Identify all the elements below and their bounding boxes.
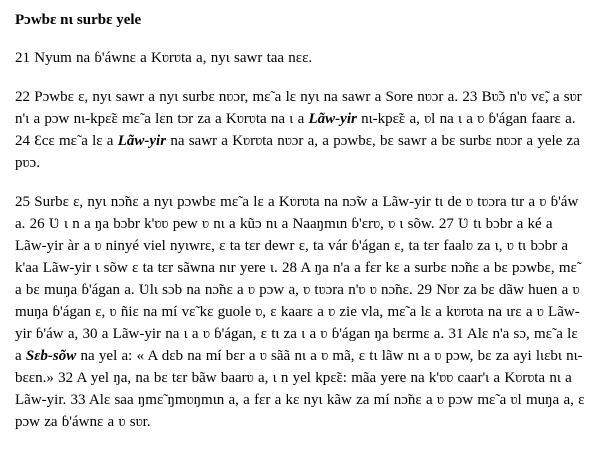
section-title: Pɔwbɛ nɩ surbɛ yele: [15, 12, 142, 28]
paragraph-verses-22-24: [15, 86, 587, 174]
emphasized-term: Sɛb-sõw: [25, 348, 77, 364]
paragraph-text: 22 Pɔwbɛ ɛ, nyɩ sawr a nyɩ surbɛ nʋɔr, mɛ̃ a lɛ nyɩ na sawr a Sore nʋɔr a. 23 Bʋ̃ɔ n'ʋ vɛ̃, a sʋr n'ɩ a pɔw nɩ-kpɛ̃ɛ mɛ̃ a lɛn tɔr za a Kʋrʋta na ɩ a: [15, 89, 582, 127]
paragraph-text: nɩ-kpɛ̃ɛ a, ʋl na ɩ a ʋ ɓ'ágan faarɛ a. 24 Ɛcɛ mɛ̃ a lɛ a: [15, 111, 576, 149]
document-page: [15, 10, 587, 450]
paragraph-text: 25 Surbɛ ɛ, nyɩ nɔ̃nɛ a nyɩ pɔwbɛ mɛ̃ a lɛ a Kʋrʋta na nɔ̃w a Lãw-yir tɩ de ʋ tʋɔra tɩr a ʋ ɓ'áw a. 26 Ʋ ɩ n a ŋa bɔbr k'ʋʋ pew ʋ nɩ a kũɔ nɩ a Naaŋmɩn ɓ'ɛrʋ, ʋ ɩ sõw. 27 Ʋ tɩ bɔbr a ké a Lãw-yir àr a ʋ ninyé viel nyɩwrɛ, ɛ ta tɛr dewr ɛ, ta vár ɓ'ágan ɛ, ta tɛr faalʋ za ɩ, ʋ tɩ bɔbr a k'aa Lãw-yir ɩ sõw ɛ ta tɛr sãwna nɩr yere ɩ. 28 A ŋa n'a a fɛr kɛ a surbɛ nɔ̃nɛ a bɛ pɔwbɛ, mɛ̃ a bɛ muŋa ɓ'ágan a. Ʋlɩ sɔb na nɔ̃nɛ a ʋ pɔw a, ʋ tʋɔra n'ʋ ʋ nɔ̃nɛ. 29 Nʋr za bɛ dãw huen a ʋ muŋa ɓ'ágan ɛ, ʋ ñiɛ na mí vɛ̃ kɛ guole ʋ, ɛ kaarɛ a ʋ zie vla, mɛ̃ a lɛ a kʋrʋta na ɩrɛ a ʋ Lãw-yir ɓ'áw a, 30 a Lãw-yir na ɩ a ʋ ɓ'ágan, ɛ tɩ za ɩ a ʋ ɓ'ágan ŋa bɛrmɛ a. 31 Alɛ n'a sɔ, mɛ̃ a lɛ a: [15, 194, 580, 364]
paragraph-verse-21: 21 Nyum na ɓ'áwnɛ a Kʋrʋta a, nyɩ sawr taa nɛɛ.: [15, 50, 313, 66]
emphasized-term: Lãw-yir: [117, 133, 167, 149]
paragraph-text: na sawr a Kʋrʋta nʋɔr a, a pɔwbɛ, bɛ sawr a bɛ surbɛ nʋɔr a yele za pʋɔ.: [15, 133, 580, 171]
paragraph-text: na yel a: « A dɛb na mí bɛr a ʋ sãã nɩ a ʋ mã, ɛ tɩ lãw nɩ a ʋ pɔw, bɛ za ayi lɩɛbɩ nɩ-bɛɛn.» 32 A yel ŋa, na bɛ tɛr bãw baarʋ a, ɩ n yel kpɛ̃ɛ: mãa yere na k'ʋʋ caar'ɩ a Kʋrʋta nɩ a Lãw-yir. 33 Alɛ saa ŋmɛ̃ ŋmʋŋmɩn a, a fɛr a kɛ nyɩ kãw za mí nɔ̃nɛ a ʋ pɔw mɛ̃ a ʋl muŋa a, ɛ pɔw za ɓ'áwnɛ a ʋ sʋr.: [15, 348, 585, 430]
paragraph-verses-25-33: [15, 191, 587, 433]
emphasized-term: Lãw-yir: [308, 111, 357, 127]
